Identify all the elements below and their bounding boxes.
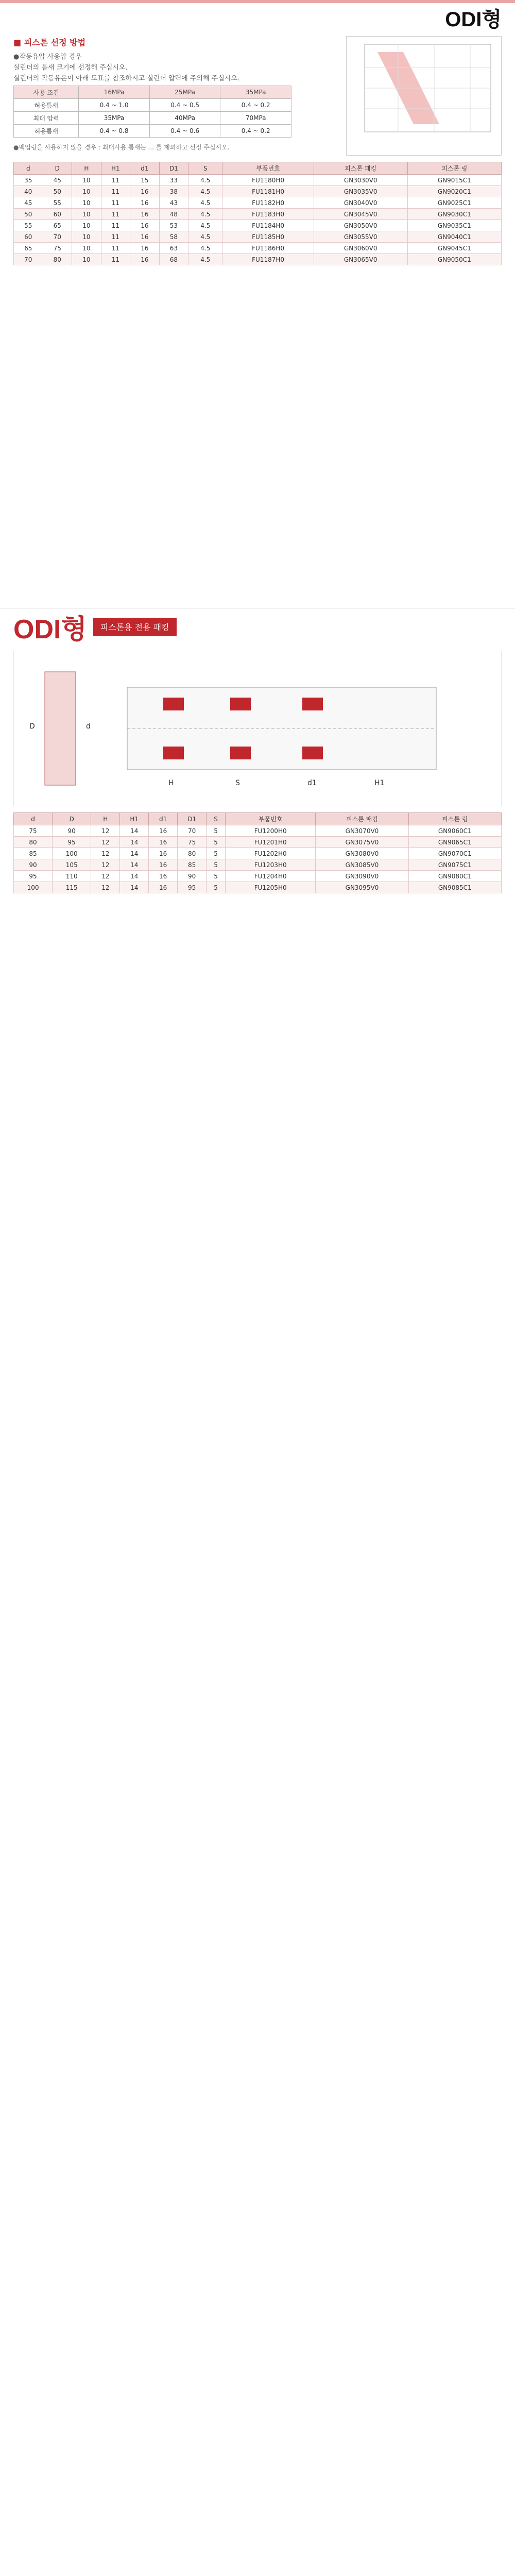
table-cell: 5 — [207, 837, 226, 848]
table-row — [14, 186, 502, 197]
table-cell: 16 — [149, 882, 178, 893]
table-cell: 4.5 — [188, 243, 222, 254]
table-cell: 55 — [43, 197, 72, 209]
table-cell: 5 — [207, 859, 226, 871]
table-cell: 35 — [14, 175, 43, 186]
spec-header: 부품번호 — [222, 162, 314, 175]
table-cell: 4.5 — [188, 197, 222, 209]
table-cell: 10 — [72, 209, 101, 220]
table-cell: 4.5 — [188, 175, 222, 186]
table-cell: FU1183H0 — [222, 209, 314, 220]
table-cell: FU1205H0 — [225, 882, 316, 893]
table-cell: 4.5 — [188, 220, 222, 231]
table-cell: 16 — [149, 837, 178, 848]
table-row — [14, 848, 502, 859]
spec-header: 부품번호 — [225, 813, 316, 825]
table-cell: 75 — [43, 243, 72, 254]
table-cell: 16 — [130, 220, 160, 231]
table-cell: 12 — [91, 871, 120, 882]
dim-label: d — [86, 722, 91, 731]
table-cell: GN9050C1 — [407, 254, 501, 265]
table-cell: 105 — [53, 859, 91, 871]
dim-label: S — [235, 779, 240, 787]
table-cell: 53 — [159, 220, 188, 231]
table-cell: GN9075C1 — [408, 859, 502, 871]
table-cell: GN9060C1 — [408, 825, 502, 837]
table-cell: 11 — [101, 220, 130, 231]
table-cell: FU1203H0 — [225, 859, 316, 871]
table-cell: 5 — [207, 848, 226, 859]
table-row — [14, 859, 502, 871]
table-cell: 90 — [53, 825, 91, 837]
table-cell: 14 — [120, 837, 149, 848]
spec-header: D1 — [159, 162, 188, 175]
table-row — [14, 209, 502, 220]
table-cell: GN3035V0 — [314, 186, 407, 197]
spec-table-body — [14, 175, 502, 265]
table-cell: 95 — [53, 837, 91, 848]
table-cell: 11 — [101, 243, 130, 254]
table-cell: 12 — [91, 837, 120, 848]
table-cell: GN9035C1 — [407, 220, 501, 231]
table-cell: GN9045C1 — [407, 243, 501, 254]
spec-header: H1 — [120, 813, 149, 825]
spec-table — [13, 162, 502, 265]
table-cell: FU1185H0 — [222, 231, 314, 243]
table-cell: 90 — [178, 871, 207, 882]
table-row — [14, 197, 502, 209]
table-cell: 70 — [14, 254, 43, 265]
spec-header: d1 — [130, 162, 160, 175]
table-cell: FU1200H0 — [225, 825, 316, 837]
table-cell: GN3045V0 — [314, 209, 407, 220]
condition-cell: 35MPa — [79, 112, 150, 125]
table-cell: 60 — [14, 231, 43, 243]
table-cell: 38 — [159, 186, 188, 197]
table-cell: 14 — [120, 859, 149, 871]
spec-header: d — [14, 813, 53, 825]
selection-note: ●백업링을 사용하지 않을 경우 : 최대사용 틈새는 ... 를 제외하고 선정 주십시오. — [13, 144, 230, 151]
table-cell: 5 — [207, 825, 226, 837]
condition-cell: 허용틈새 — [14, 99, 79, 112]
table-cell: 11 — [101, 197, 130, 209]
table-cell: 50 — [14, 209, 43, 220]
table-cell: GN3060V0 — [314, 243, 407, 254]
table-cell: 100 — [14, 882, 53, 893]
table-cell: 4.5 — [188, 254, 222, 265]
selection-title: ■ 피스톤 선정 방법 — [13, 38, 86, 47]
table-cell: GN9025C1 — [407, 197, 501, 209]
condition-head: 사용 조건 — [14, 86, 79, 99]
table-cell: 68 — [159, 254, 188, 265]
condition-cell: 40MPa — [149, 112, 220, 125]
table-cell: GN3090V0 — [316, 871, 408, 882]
condition-cell: 0.4 ~ 0.6 — [149, 125, 220, 138]
table-cell: 12 — [91, 825, 120, 837]
table-cell: 16 — [130, 243, 160, 254]
condition-cell: 허용틈새 — [14, 125, 79, 138]
table-cell: 45 — [43, 175, 72, 186]
table-cell: 90 — [14, 859, 53, 871]
spec-header: d1 — [149, 813, 178, 825]
table-cell: 75 — [14, 825, 53, 837]
table-cell: 16 — [149, 859, 178, 871]
table-cell: 85 — [14, 848, 53, 859]
table-cell: 14 — [120, 825, 149, 837]
table-cell: 65 — [43, 220, 72, 231]
table-cell: 10 — [72, 175, 101, 186]
table-cell: GN9040C1 — [407, 231, 501, 243]
table-cell: GN3030V0 — [314, 175, 407, 186]
table-cell: 10 — [72, 231, 101, 243]
spec-header: 피스톤 링 — [407, 162, 501, 175]
table-cell: 10 — [72, 254, 101, 265]
piston-title: ODI형 — [13, 614, 87, 645]
table-cell: 5 — [207, 871, 226, 882]
table-cell: FU1204H0 — [225, 871, 316, 882]
table-cell: GN3075V0 — [316, 837, 408, 848]
table-cell: GN9080C1 — [408, 871, 502, 882]
table-row — [14, 871, 502, 882]
dim-label: d1 — [307, 779, 317, 787]
table-cell: 4.5 — [188, 209, 222, 220]
spec-header: H — [91, 813, 120, 825]
table-cell: GN9065C1 — [408, 837, 502, 848]
table-row — [14, 882, 502, 893]
spec-header: H1 — [101, 162, 130, 175]
table-cell: 40 — [14, 186, 43, 197]
table-cell: 10 — [72, 220, 101, 231]
table-cell: 10 — [72, 243, 101, 254]
table-cell: 14 — [120, 882, 149, 893]
dim-label: H1 — [374, 779, 385, 787]
condition-cell: 0.4 ~ 0.2 — [220, 99, 291, 112]
table-cell: GN9015C1 — [407, 175, 501, 186]
table-cell: 85 — [178, 859, 207, 871]
condition-cell: 최대 압력 — [14, 112, 79, 125]
table-row — [14, 825, 502, 837]
table-row — [14, 254, 502, 265]
table-cell: 55 — [14, 220, 43, 231]
condition-head: 16MPa — [79, 86, 150, 99]
table-cell: 4.5 — [188, 186, 222, 197]
table-cell: GN9030C1 — [407, 209, 501, 220]
table-row — [14, 220, 502, 231]
table-cell: GN9070C1 — [408, 848, 502, 859]
table-cell: FU1184H0 — [222, 220, 314, 231]
table-cell: 80 — [14, 837, 53, 848]
table-cell: FU1187H0 — [222, 254, 314, 265]
table-cell: FU1201H0 — [225, 837, 316, 848]
table-cell: 80 — [43, 254, 72, 265]
table-cell: 95 — [178, 882, 207, 893]
table-cell: 15 — [130, 175, 160, 186]
table-cell: 10 — [72, 197, 101, 209]
table-cell: 11 — [101, 254, 130, 265]
selection-text — [13, 36, 302, 156]
table-cell: 50 — [43, 186, 72, 197]
condition-cell: 0.4 ~ 0.2 — [220, 125, 291, 138]
table-cell: 115 — [53, 882, 91, 893]
spec-header: d — [14, 162, 43, 175]
table-cell: 11 — [101, 231, 130, 243]
table-cell: 14 — [120, 848, 149, 859]
catalog-section-1 — [0, 0, 515, 608]
condition-head: 35MPa — [220, 86, 291, 99]
table-cell: GN3080V0 — [316, 848, 408, 859]
spec-header: 피스톤 패킹 — [314, 162, 407, 175]
table-cell: 16 — [149, 848, 178, 859]
table-cell: 14 — [120, 871, 149, 882]
piston-section — [0, 608, 515, 1175]
table-cell: 70 — [178, 825, 207, 837]
table-cell: 16 — [130, 254, 160, 265]
piston-drawing-svg — [14, 651, 501, 805]
table-cell: 45 — [14, 197, 43, 209]
table-row — [14, 231, 502, 243]
table-cell: 16 — [130, 197, 160, 209]
table-row — [14, 837, 502, 848]
table-cell: 48 — [159, 209, 188, 220]
table-cell: 70 — [43, 231, 72, 243]
table-cell: FU1186H0 — [222, 243, 314, 254]
table-cell: 63 — [159, 243, 188, 254]
condition-cell: 0.4 ~ 1.0 — [79, 99, 150, 112]
condition-head: 25MPa — [149, 86, 220, 99]
selection-line: 실린더의 틈새 크기에 선정해 주십시오. — [13, 64, 128, 72]
table-cell: 33 — [159, 175, 188, 186]
table-cell: 65 — [14, 243, 43, 254]
table-cell: 80 — [178, 848, 207, 859]
table-cell: 110 — [53, 871, 91, 882]
clearance-graph-svg — [347, 37, 501, 155]
table-cell: FU1181H0 — [222, 186, 314, 197]
table-cell: 12 — [91, 882, 120, 893]
table-cell: 12 — [91, 859, 120, 871]
condition-table — [13, 86, 291, 138]
table-cell: GN3085V0 — [316, 859, 408, 871]
selection-block — [13, 32, 502, 156]
dim-label: H — [168, 779, 174, 787]
table-cell: GN9085C1 — [408, 882, 502, 893]
series-logo: ODI형 — [445, 8, 502, 31]
spec-header: D1 — [178, 813, 207, 825]
table-cell: FU1182H0 — [222, 197, 314, 209]
table-cell: 4.5 — [188, 231, 222, 243]
table-cell: 16 — [149, 871, 178, 882]
table-cell: 100 — [53, 848, 91, 859]
table-cell: 10 — [72, 186, 101, 197]
spec-header: S — [188, 162, 222, 175]
spec-table-body-2 — [14, 825, 502, 893]
table-cell: 11 — [101, 175, 130, 186]
table-cell: GN9020C1 — [407, 186, 501, 197]
table-cell: 43 — [159, 197, 188, 209]
piston-title-row — [13, 608, 502, 645]
table-cell: GN3055V0 — [314, 231, 407, 243]
spec-header: D — [43, 162, 72, 175]
table-row — [14, 175, 502, 186]
table-cell: 16 — [149, 825, 178, 837]
table-cell: 11 — [101, 186, 130, 197]
dim-label: D — [29, 722, 35, 731]
table-cell: FU1202H0 — [225, 848, 316, 859]
condition-cell: 70MPa — [220, 112, 291, 125]
table-cell: 16 — [130, 186, 160, 197]
table-cell: 60 — [43, 209, 72, 220]
condition-cell: 0.4 ~ 0.8 — [79, 125, 150, 138]
spec-header: S — [207, 813, 226, 825]
selection-line: ●작동유압 사용압 경우 — [13, 53, 82, 61]
table-cell: 16 — [130, 209, 160, 220]
table-row — [14, 243, 502, 254]
selection-line: 실린더의 작동유온이 아래 도표를 참조하시고 실린더 압력에 주의해 주십시오. — [13, 75, 240, 82]
clearance-graph — [346, 36, 502, 156]
piston-tag: 피스톤용 전용 패킹 — [93, 618, 177, 636]
piston-drawing — [13, 651, 502, 806]
condition-cell: 0.4 ~ 0.5 — [149, 99, 220, 112]
table-cell: 12 — [91, 848, 120, 859]
table-cell: FU1180H0 — [222, 175, 314, 186]
table-cell: 11 — [101, 209, 130, 220]
table-cell: GN3050V0 — [314, 220, 407, 231]
table-cell: 16 — [130, 231, 160, 243]
table-cell: GN3065V0 — [314, 254, 407, 265]
table-cell: 58 — [159, 231, 188, 243]
spec-header: 피스톤 패킹 — [316, 813, 408, 825]
table-cell: GN3070V0 — [316, 825, 408, 837]
spec-header: D — [53, 813, 91, 825]
table-cell: 5 — [207, 882, 226, 893]
section-header — [13, 3, 502, 32]
spec-header: 피스톤 링 — [408, 813, 502, 825]
table-cell: GN3095V0 — [316, 882, 408, 893]
table-cell: 95 — [14, 871, 53, 882]
spec-header: H — [72, 162, 101, 175]
table-cell: 75 — [178, 837, 207, 848]
table-cell: GN3040V0 — [314, 197, 407, 209]
spec-table-2 — [13, 812, 502, 893]
